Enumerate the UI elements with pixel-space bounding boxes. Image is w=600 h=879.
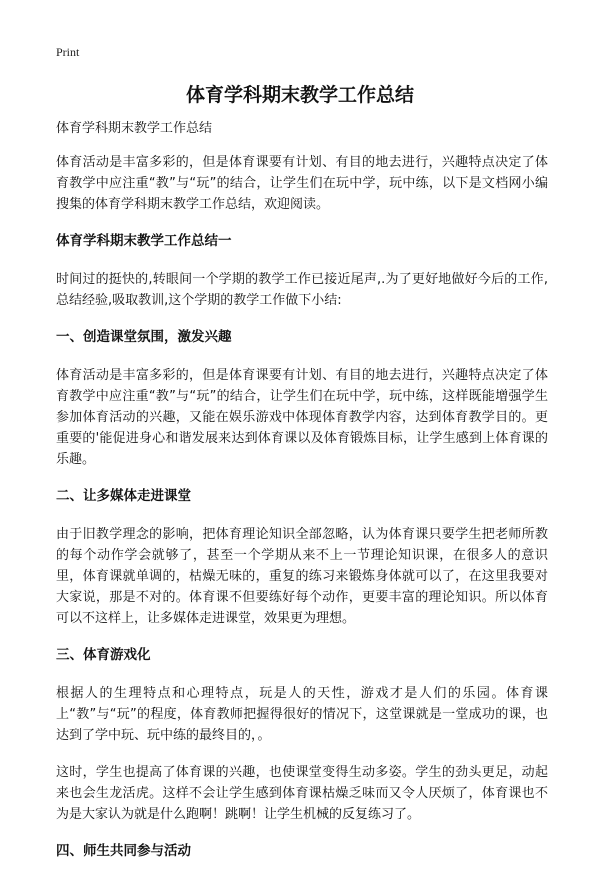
intro-paragraph: 体育活动是丰富多彩的，但是体育课要有计划、有目的地去进行，兴趣特点决定了体育教学中应注重“教”与“玩”的结合，让学生们在玩中学，玩中练，以下是文档网小编搜集的体育学科期末教学工作总结，欢迎阅读。 (56, 155, 548, 212)
print-link[interactable]: Print (56, 45, 80, 59)
summary-heading: 体育学科期末教学工作总结一 (56, 233, 232, 249)
section-3-paragraph-2: 这时，学生也提高了体育课的兴趣，也使课堂变得生动多姿。学生的劲头更足，动起来也会生龙活虎。这样不会让学生感到体育课枯燥乏味而又令人厌烦了，体育课也不为是大家认为就是什么跑啊！跳啊！让学生机械的反复练习了。 (56, 765, 548, 822)
section-heading-4: 四、师生共同参与活动 (56, 843, 191, 859)
article-body (56, 118, 548, 879)
article-subtitle: 体育学科期末教学工作总结 (56, 121, 213, 136)
section-heading-2: 二、让多媒体走进课堂 (56, 488, 191, 504)
section-1-paragraph-1: 体育活动是丰富多彩的，但是体育课要有计划、有目的地去进行，兴趣特点决定了体育教学中应注重“教”与“玩”的结合，让学生们在玩中学，玩中练，这样既能增强学生参加体育活动的兴趣，又能在娱乐游戏中体现体育教学内容，达到体育教学目的。更重要的'能促进身心和谐发展来达到体育课以及体育锻炼目标，让学生感到上体育课的乐趣。 (56, 368, 548, 467)
section-heading-1: 一、创造课堂氛围，激发兴趣 (56, 329, 232, 345)
page-title: 体育学科期末教学工作总结 (185, 84, 414, 106)
section-heading-3: 三、体育游戏化 (56, 647, 151, 663)
summary-intro-paragraph: 时间过的挺快的,转眼间一个学期的教学工作已接近尾声,.为了更好地做好今后的工作,总结经验,吸取教训,这个学期的教学工作做下小结: (56, 272, 548, 308)
section-2-paragraph-1: 由于旧教学理念的影响，把体育理论知识全部忽略，认为体育课只要学生把老师所教的每个动作学会就够了，甚至一个学期从来不上一节理论知识课，在很多人的意识里，体育课就单调的，枯燥无味的，重复的练习来锻炼身体就可以了，在这里我要对大家说，那是不对的。体育课不但要练好每个动作，更要丰富的理论知识。所以体育可以不这样上，让多媒体走进课堂，效果更为理想。 (56, 527, 548, 626)
section-3-paragraph-1: 根据人的生理特点和心理特点，玩是人的天性，游戏才是人们的乐园。体育课上“教”与“玩”的程度，体育教师把握得很好的情况下，这堂课就是一堂成功的课，也达到了学中玩、玩中练的最终目的，。 (56, 686, 548, 743)
